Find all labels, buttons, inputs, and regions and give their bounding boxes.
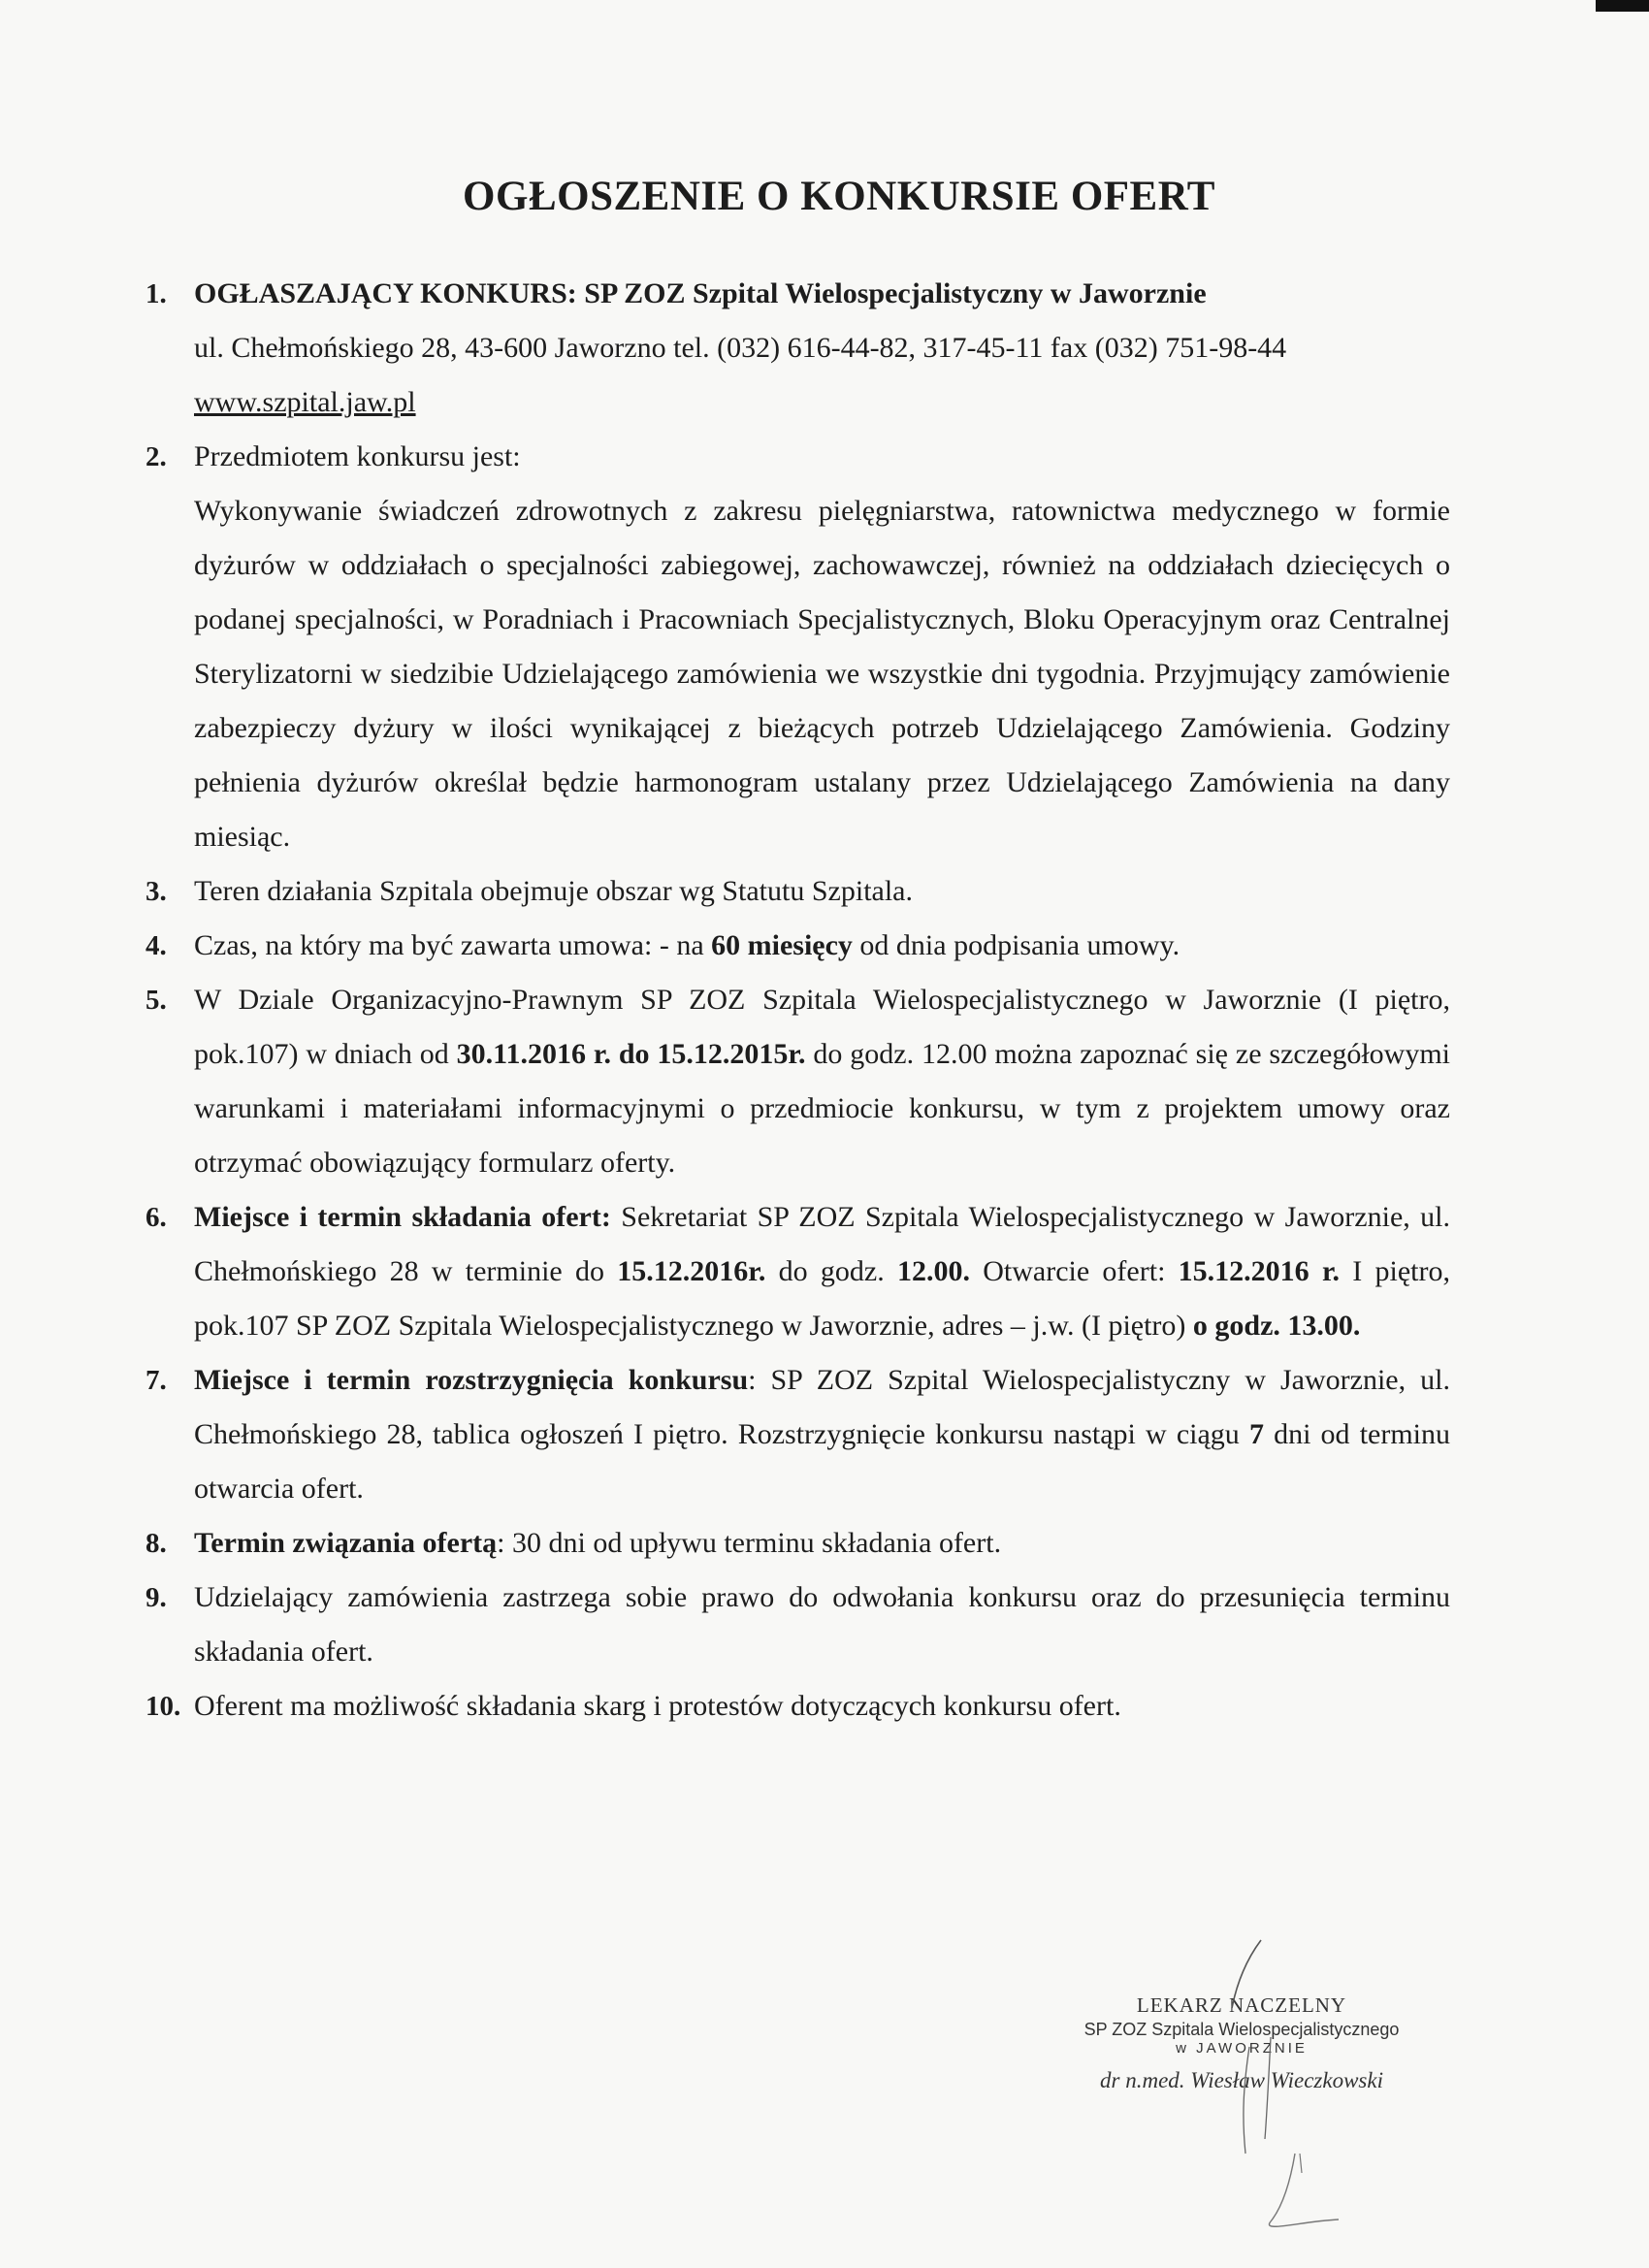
list-item <box>146 864 1450 919</box>
item-number: 2. <box>146 441 167 472</box>
announcement-list <box>146 267 1450 1733</box>
list-item <box>146 1516 1450 1571</box>
stamp-location: w JAWORZNIE <box>1176 2040 1308 2057</box>
item-text: Otwarcie ofert: <box>969 1255 1179 1287</box>
list-item <box>146 267 1450 430</box>
item-text: : 30 dni od upływu terminu składania ofert. <box>497 1527 1002 1559</box>
item-number: 5. <box>146 985 167 1016</box>
item-text: dni od terminu otwarcia ofert. <box>194 1418 1450 1505</box>
signature-stamp <box>1057 1993 1426 2093</box>
item-number: 3. <box>146 876 167 907</box>
item-text: Przedmiotem konkursu jest: <box>194 440 521 472</box>
item-text: I piętro, pok.107 SP ZOZ Szpitala Wielospecjalistycznego w Jaworznie, adres – j.w. (I piętro) <box>194 1255 1450 1342</box>
list-item <box>146 1190 1450 1353</box>
scan-edge-mark <box>1596 0 1649 12</box>
page-title: OGŁOSZENIE O KONKURSIE OFERT <box>463 174 1215 219</box>
item-bold: 30.11.2016 r. do 15.12.2015r. <box>456 1038 806 1070</box>
list-item <box>146 919 1450 973</box>
item-text: Oferent ma możliwość składania skarg i protestów dotyczących konkursu ofert. <box>194 1690 1121 1722</box>
item-text: od dnia podpisania umowy. <box>852 929 1180 961</box>
website-link[interactable]: www.szpital.jaw.pl <box>194 386 416 418</box>
item-text: ul. Chełmońskiego 28, 43-600 Jaworzno tel. (032) 616-44-82, 317-45-11 fax (032) 751-98-44 <box>194 332 1287 364</box>
item-number: 1. <box>146 278 167 309</box>
item-bold: 15.12.2016 r. <box>1178 1255 1340 1287</box>
stamp-name: dr n.med. Wiesław Wieczkowski <box>1100 2068 1383 2092</box>
item-number: 10. <box>146 1691 181 1722</box>
item-number: 4. <box>146 930 167 961</box>
item-bold: 7 <box>1248 1418 1264 1450</box>
item-text: Udzielający zamówienia zastrzega sobie prawo do odwołania konkursu oraz do przesunięcia terminu składania ofert. <box>194 1581 1450 1668</box>
item-text: W Dziale Organizacyjno-Prawnym SP ZOZ Szpitala Wielospecjalistycznego w Jaworznie (I piętro, pok.107) w dniach od <box>194 984 1450 1070</box>
item-bold: o godz. 13.00. <box>1192 1310 1361 1342</box>
item-label: Miejsce i termin rozstrzygnięcia konkursu <box>194 1364 749 1396</box>
item-label: Termin związania ofertą <box>194 1527 498 1559</box>
item-text: Wykonywanie świadczeń zdrowotnych z zakresu pielęgniarstwa, ratownictwa medycznego w formie dyżurów w oddziałach o specjalności zabiegowej, zachowawczej, również na oddziałach dziecięcych o podanej specjalności, w Poradniach i Pracowniach Specjalistycznych, Bloku Operacyjnym oraz Centralnej Sterylizatorni w siedzibie Udzielającego zamówienia we wszystkie dni tygodnia. Przyjmujący zamówienie zabezpieczy dyżury w ilości wynikającej z bieżących potrzeb Udzielającego Zamówienia. Godziny pełnienia dyżurów określał będzie harmonogram ustalany przez Udzielającego Zamówienia na dany miesiąc. <box>194 495 1450 853</box>
list-item <box>146 973 1450 1190</box>
item-text: do godz. 12.00 można zapoznać się ze szczegółowymi warunkami i materiałami informacyjnymi o przedmiocie konkursu, w tym z projektem umowy oraz otrzymać obowiązujący formularz oferty. <box>194 1038 1450 1179</box>
stamp-institution: SP ZOZ Szpitala Wielospecjalistycznego <box>1083 2020 1400 2039</box>
list-item <box>146 1353 1450 1516</box>
item-text: Teren działania Szpitala obejmuje obszar wg Statutu Szpitala. <box>194 875 913 907</box>
item-bold: 60 miesięcy <box>711 929 853 961</box>
stamp-title: LEKARZ NACZELNY <box>1136 1993 1347 2017</box>
list-item <box>146 430 1450 864</box>
list-item <box>146 1679 1450 1733</box>
item-text: Sekretariat SP ZOZ Szpitala Wielospecjalistycznego w Jaworznie, ul. Chełmońskiego 28 w terminie do <box>194 1201 1450 1287</box>
item-bold: 15.12.2016r. <box>617 1255 766 1287</box>
item-text: do godz. <box>765 1255 897 1287</box>
item-number: 9. <box>146 1582 167 1613</box>
item-text: Czas, na który ma być zawarta umowa: - na <box>194 929 712 961</box>
item-number: 8. <box>146 1528 167 1559</box>
item-number: 7. <box>146 1365 167 1396</box>
list-item <box>146 1571 1450 1679</box>
item-label: OGŁASZAJĄCY KONKURS: SP ZOZ Szpital Wielospecjalistyczny w Jaworznie <box>194 277 1207 309</box>
item-number: 6. <box>146 1202 167 1233</box>
item-label: Miejsce i termin składania ofert: <box>194 1201 611 1233</box>
item-text: : SP ZOZ Szpital Wielospecjalistyczny w Jaworznie, ul. Chełmońskiego 28, tablica ogłoszeń I piętro. Rozstrzygnięcie konkursu nastąpi w ciągu <box>194 1364 1450 1450</box>
item-bold: 12.00. <box>896 1255 970 1287</box>
